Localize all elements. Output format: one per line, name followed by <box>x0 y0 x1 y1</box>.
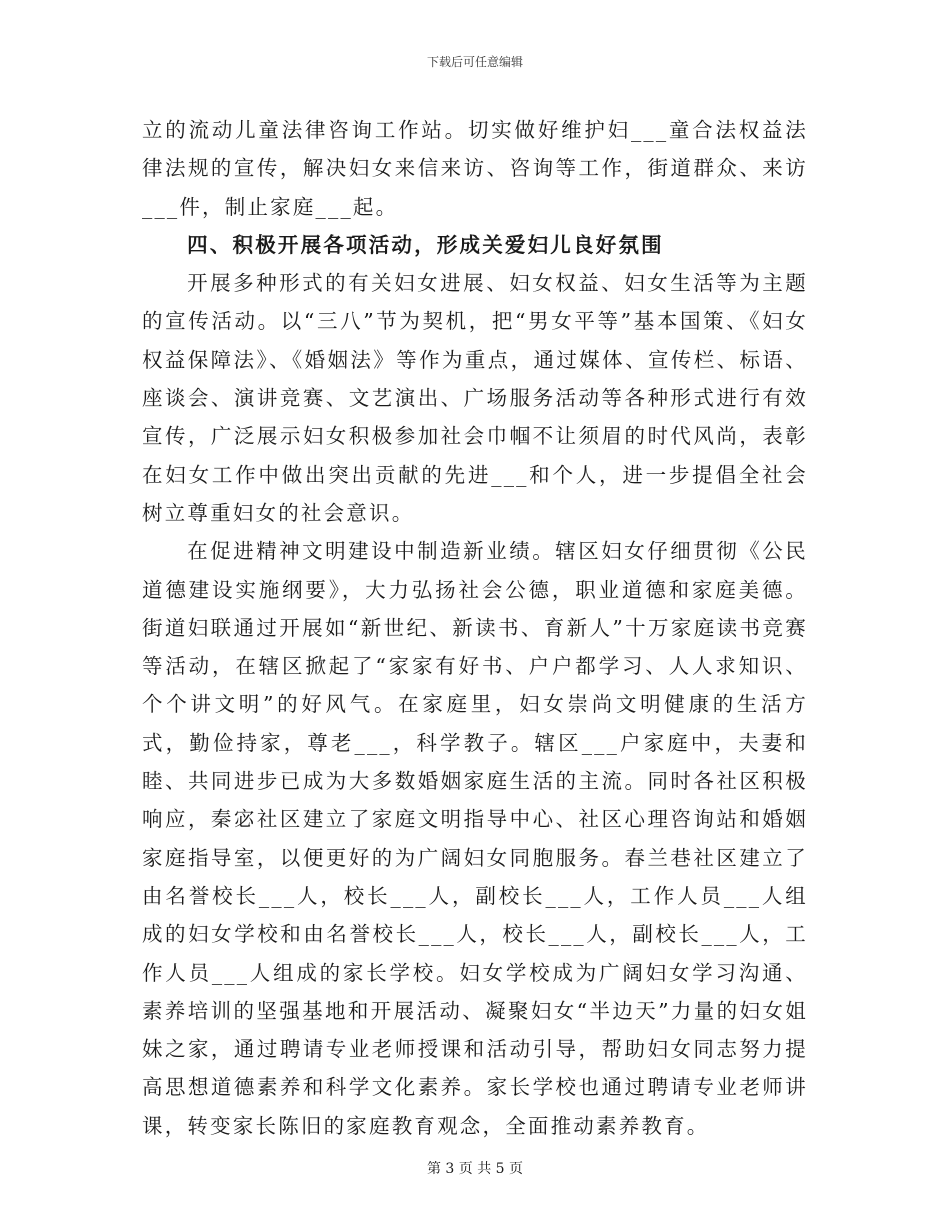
paragraph-continuation: 立的流动儿童法律咨询工作站。切实做好维护妇___童合法权益法律法规的宣传，解决妇女来信来访、咨询等工作，街道群众、来访___件，制止家庭___起。 <box>142 118 808 219</box>
section-heading: 四、积极开展各项活动，形成关爱妇儿良好氛围 <box>187 232 664 257</box>
document-body <box>142 111 808 1145</box>
header-note: 下载后可任意编辑 <box>426 55 523 69</box>
paragraph-spiritual-civilization: 在促进精神文明建设中制造新业绩。辖区妇女仔细贯彻《公民道德建设实施纲要》，大力弘扬社会公德，职业道德和家庭美德。街道妇联通过开展如“新世纪、新读书、育新人”十万家庭读书竞赛等活动，在辖区掀起了“家家有好书、户户都学习、人人求知识、个个讲文明”的好风气。在家庭里，妇女崇尚文明健康的生活方式，勤俭持家，尊老___，科学教子。辖区___户家庭中，夫妻和睦、共同进步已成为大多数婚姻家庭生活的主流。同时各社区积极响应，秦宓社区建立了家庭文明指导中心、社区心理咨询站和婚姻家庭指导室，以便更好的为广阔妇女同胞服务。春兰巷社区建立了由名誉校长___人，校长___人，副校长___人，工作人员___人组成的妇女学校和由名誉校长___人，校长___人，副校长___人，工作人员___人组成的家长学校。妇女学校成为广阔妇女学习沟通、素养培训的坚强基地和开展活动、凝聚妇女“半边天”力量的妇女姐妹之家，通过聘请专业老师授课和活动引导，帮助妇女同志努力提高思想道德素养和科学文化素养。家长学校也通过聘请专业老师讲课，转变家长陈旧的家庭教育观念，全面推动素养教育。 <box>142 539 808 1138</box>
page-number: 第 3 页 共 5 页 <box>426 1161 524 1177</box>
paragraph-publicity-activities: 开展多种形式的有关妇女进展、妇女权益、妇女生活等为主题的宣传活动。以“三八”节为契机，把“男女平等”基本国策、《妇女权益保障法》、《婚姻法》等作为重点，通过媒体、宣传栏、标语、座谈会、演讲竞赛、文艺演出、广场服务活动等各种形式进行有效宣传，广泛展示妇女积极参加社会巾帼不让须眉的时代风尚，表彰在妇女工作中做出突出贡献的先进___和个人，进一步提倡全社会树立尊重妇女的社会意识。 <box>142 271 808 525</box>
